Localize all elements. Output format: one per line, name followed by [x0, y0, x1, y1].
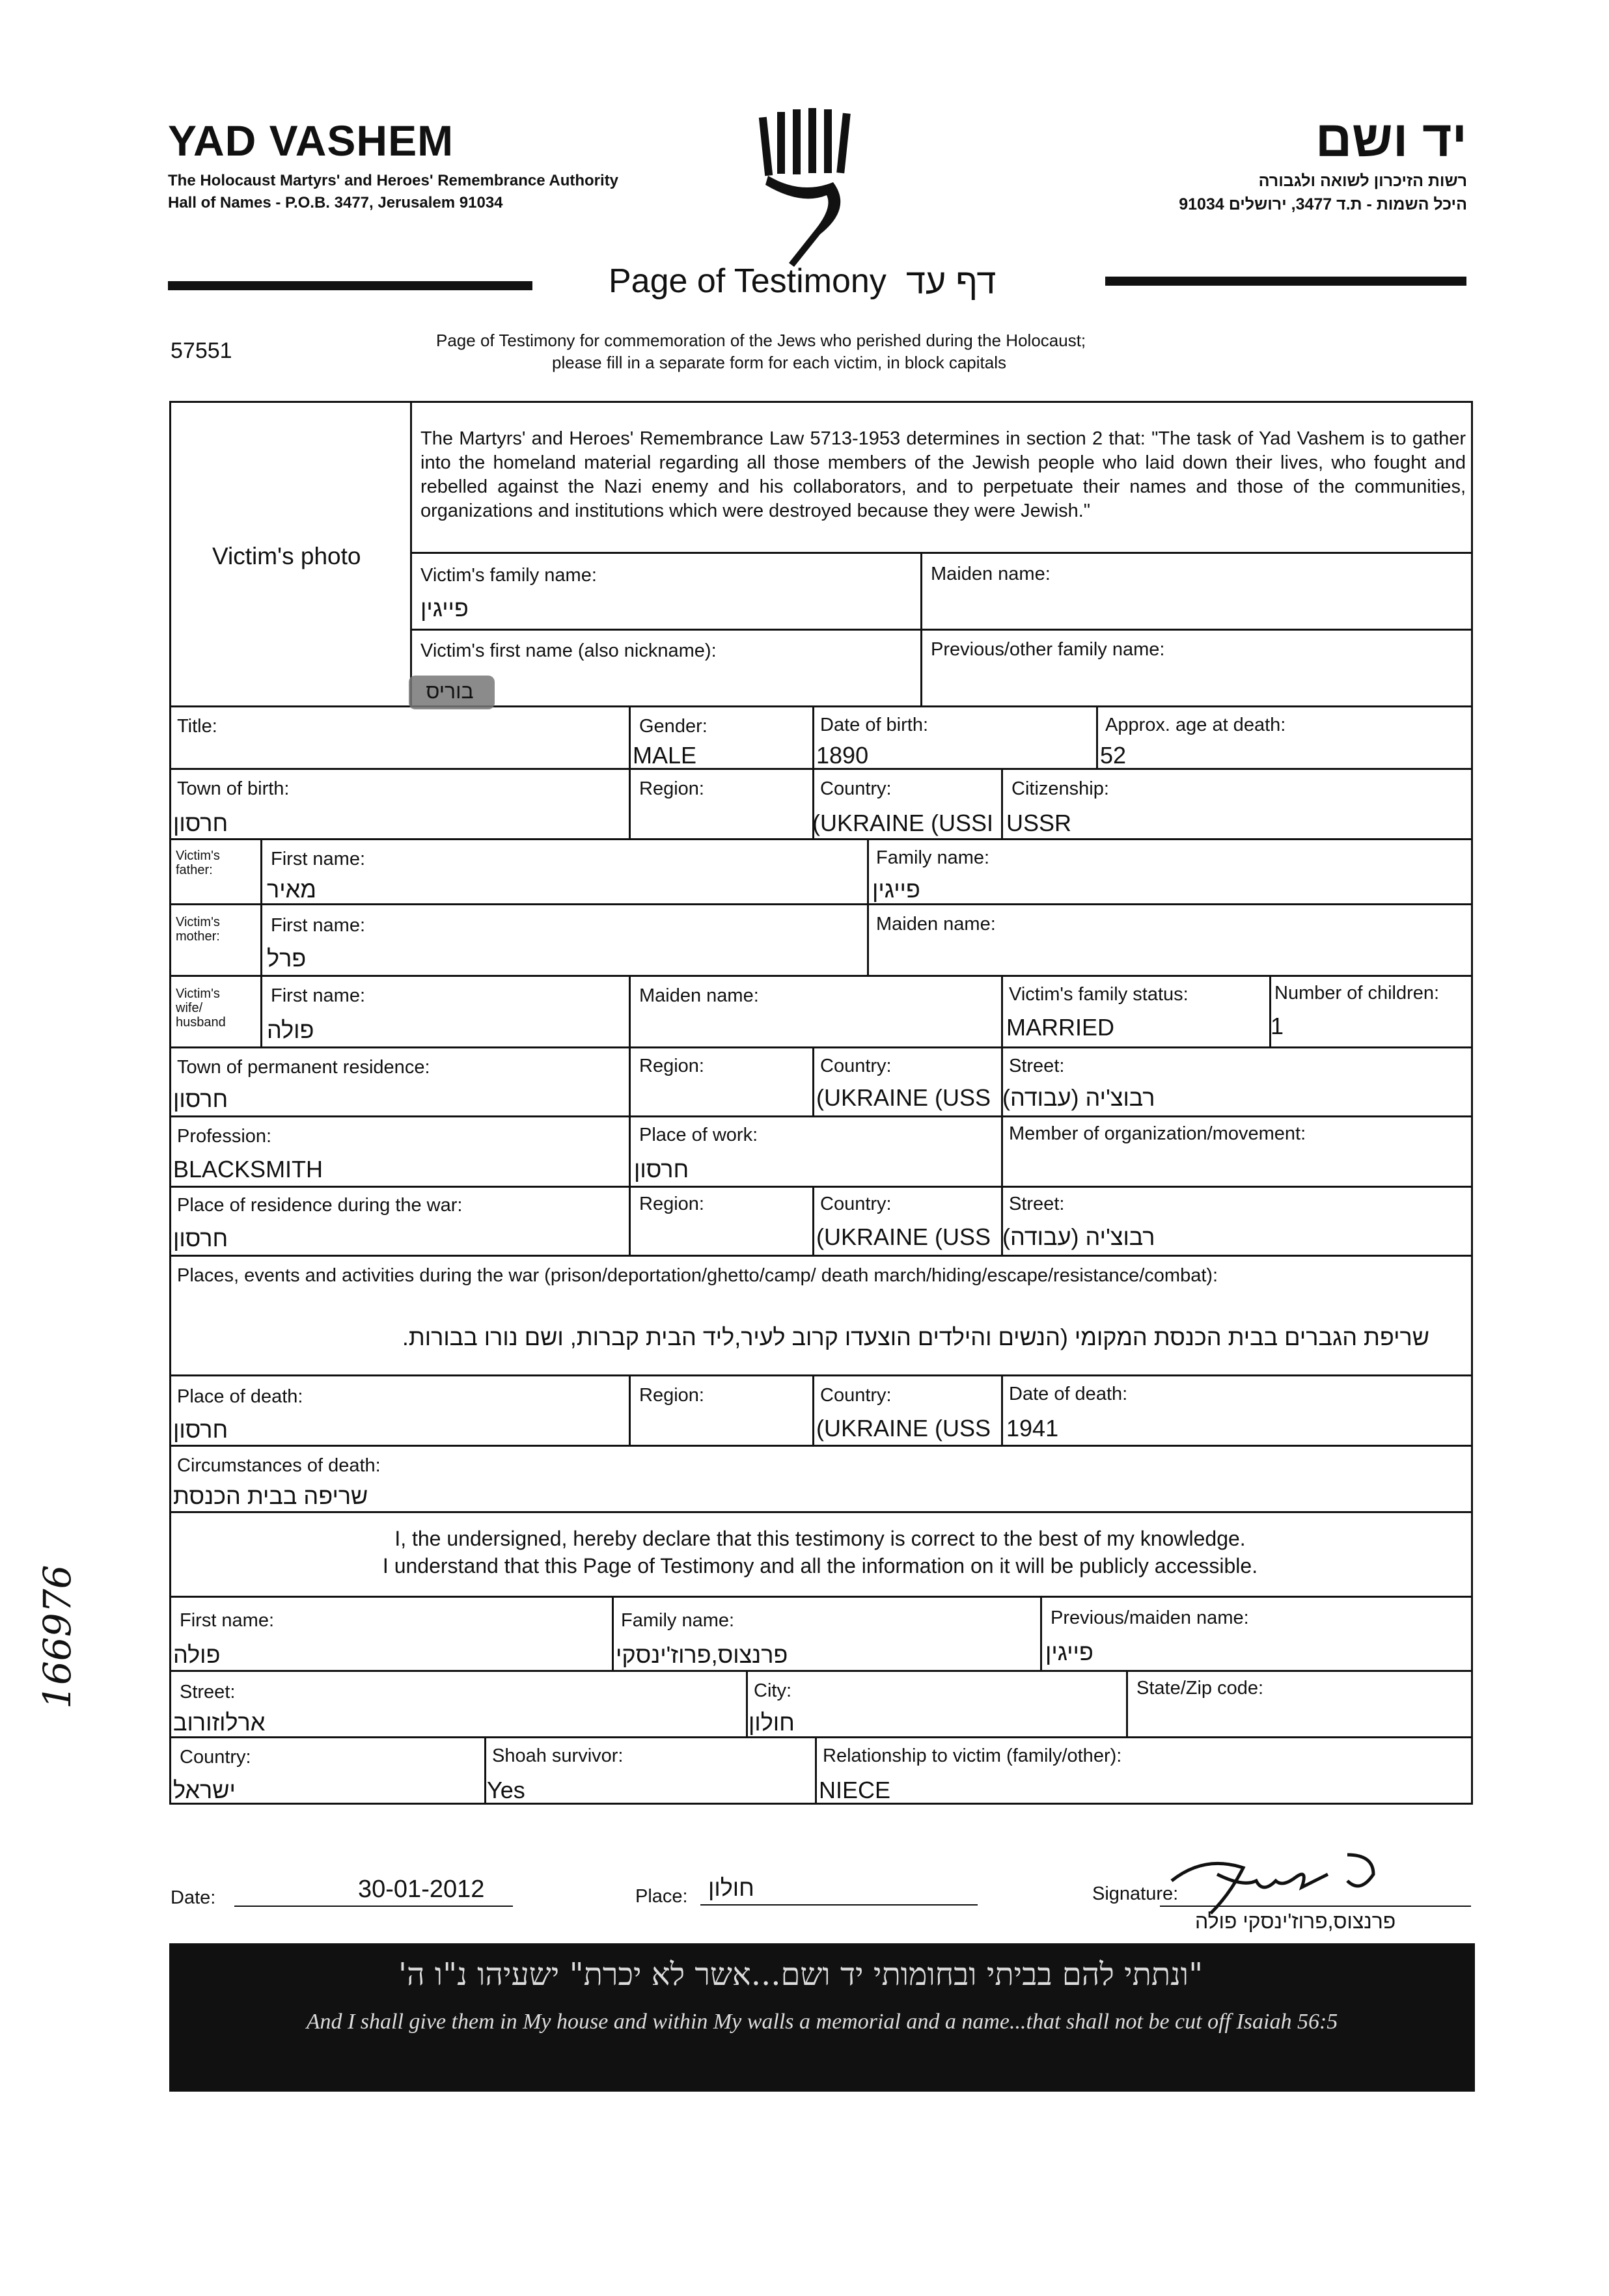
events-value[interactable]: שריפת הגברים בבית הכנסת המקומי (הנשים והילדים הוצעדו קרוב לעיר,ליד הבית קברות, ושם נורו בבורות. [402, 1324, 1429, 1350]
death-place-label: Place of death: [177, 1386, 303, 1407]
quote-english: And I shall give them in My house and within My walls a memorial and a name...that shall not be cut off Isaiah 56:5 [306, 2010, 1338, 2034]
quote-hebrew: "ונתתי להם בביתי ובחומותי יד ושם...אשר לא יכרת" ישעיהו נ"ו ה' [398, 1956, 1203, 1993]
age-label: Approx. age at death: [1105, 715, 1286, 735]
birth-country-label: Country: [820, 778, 892, 799]
title-label: Title: [177, 716, 217, 737]
residence-street-label: Street: [1009, 1056, 1065, 1076]
death-date-value[interactable]: 1941 [1006, 1415, 1059, 1442]
citizenship-label: Citizenship: [1011, 778, 1109, 799]
place-label: Place: [635, 1886, 688, 1907]
birth-region-label: Region: [639, 778, 704, 799]
events-label: Places, events and activities during the war (prison/deportation/ghetto/camp/ death march/hiding/escape/resistance/combat): [177, 1265, 1218, 1286]
org-name-he: יד ושם [1315, 110, 1467, 167]
age-value[interactable]: 52 [1100, 742, 1127, 769]
submitter-street-value[interactable]: ארלוזורוב [173, 1709, 266, 1736]
submitter-country-label: Country: [180, 1747, 251, 1768]
workplace-value[interactable]: חרסון [634, 1156, 689, 1182]
father-side-label: Victim's father: [176, 849, 220, 877]
submitter-country-value[interactable]: ישראל [173, 1777, 236, 1803]
org-address-he: היכל השמות - ת.ד 3477, ירושלים 91034 [1179, 195, 1467, 213]
town-birth-value[interactable]: חרסון [173, 810, 228, 836]
residence-street-value[interactable]: רבוצ'יה (עבודה) [1002, 1084, 1155, 1111]
death-circ-value[interactable]: שריפה בבית הכנסת [173, 1483, 368, 1509]
dob-label: Date of birth: [820, 715, 929, 735]
submitter-first-label: First name: [180, 1610, 275, 1631]
father-family-label: Family name: [876, 847, 990, 868]
signature-underline [1160, 1906, 1471, 1907]
submitter-prev-label: Previous/maiden name: [1051, 1607, 1249, 1628]
relation-value[interactable]: NIECE [819, 1777, 891, 1803]
signature-mark [1165, 1842, 1412, 1920]
prev-family-label: Previous/other family name: [931, 639, 1165, 660]
mother-first-value[interactable]: פרל [267, 945, 307, 972]
submitter-city-label: City: [754, 1680, 791, 1701]
residence-town-value[interactable]: חרסון [173, 1086, 228, 1112]
form-subtitle-1: Page of Testimony for commemoration of the Jews who perished during the Holocaust; [436, 331, 1086, 350]
form-title-en: Page of Testimony [609, 262, 887, 300]
date-label: Date: [171, 1887, 216, 1908]
mother-side-label: Victim's mother: [176, 915, 220, 944]
spouse-first-value[interactable]: פולה [267, 1017, 314, 1043]
death-country-label: Country: [820, 1385, 892, 1406]
form-subtitle-2: please fill in a separate form for each victim, in block capitals [552, 353, 1006, 372]
mother-first-label: First name: [271, 915, 366, 936]
war-country-label: Country: [820, 1194, 892, 1214]
spouse-side-label: Victim's wife/ husband [176, 987, 226, 1030]
org-address-en: Hall of Names - P.O.B. 3477, Jerusalem 91034 [168, 194, 503, 212]
mother-maiden-label: Maiden name: [876, 914, 996, 935]
photo-label: Victim's photo [212, 543, 361, 569]
first-name-value[interactable]: בוריס [426, 679, 474, 703]
family-name-label: Victim's family name: [420, 565, 597, 586]
death-date-label: Date of death: [1009, 1384, 1128, 1404]
dob-value[interactable]: 1890 [816, 742, 869, 769]
residence-country-value[interactable]: (UKRAINE (USS [816, 1084, 991, 1111]
date-value[interactable]: 30-01-2012 [358, 1876, 485, 1903]
relation-label: Relationship to victim (family/other): [823, 1745, 1122, 1766]
submitter-city-value[interactable]: חולון [749, 1709, 795, 1736]
spouse-first-label: First name: [271, 985, 366, 1006]
death-circ-label: Circumstances of death: [177, 1455, 381, 1476]
family-status-value[interactable]: MARRIED [1006, 1014, 1115, 1041]
maiden-name-label: Maiden name: [931, 564, 1051, 584]
survivor-label: Shoah survivor: [492, 1745, 624, 1766]
yad-vashem-emblem [755, 104, 859, 267]
birth-country-value[interactable]: (UKRAINE (USSI [812, 810, 994, 836]
war-residence-value[interactable]: חרסון [173, 1225, 228, 1251]
declaration-line-1: I, the undersigned, hereby declare that this testimony is correct to the best of my knowledge. [394, 1527, 1246, 1550]
quote-banner [169, 1943, 1475, 2092]
family-name-value[interactable]: פייגין [420, 595, 469, 622]
residence-region-label: Region: [639, 1056, 704, 1076]
submitter-first-value[interactable]: פולה [173, 1641, 221, 1668]
place-underline [700, 1904, 978, 1906]
children-label: Number of children: [1274, 983, 1440, 1004]
residence-country-label: Country: [820, 1056, 892, 1076]
org-subtitle-he: רשות הזיכרון לשואה ולגבורה [1258, 172, 1467, 190]
form-number: 57551 [171, 338, 232, 363]
margin-note: 166976 [35, 1565, 79, 1709]
signature-name: פרנצוס,פרוז'ינסקי פולה [1195, 1909, 1396, 1933]
submitter-family-label: Family name: [621, 1610, 735, 1631]
submitter-street-label: Street: [180, 1682, 236, 1702]
submitter-prev-value[interactable]: פייגין [1045, 1639, 1093, 1665]
workplace-label: Place of work: [639, 1125, 758, 1145]
war-region-label: Region: [639, 1194, 704, 1214]
signature-label: Signature: [1092, 1883, 1179, 1904]
first-name-label: Victim's first name (also nickname): [420, 640, 717, 661]
title-rule-right [1105, 277, 1466, 286]
submitter-family-value[interactable]: פרנצוס,פרוז'ינסקי [616, 1641, 788, 1668]
profession-value[interactable]: BLACKSMITH [173, 1156, 323, 1182]
submitter-zip-label: State/Zip code: [1136, 1678, 1264, 1699]
war-street-value[interactable]: רבוצ'יה (עבודה) [1002, 1223, 1155, 1250]
children-value[interactable]: 1 [1271, 1013, 1284, 1039]
citizenship-value[interactable]: USSR [1006, 810, 1072, 836]
place-value[interactable]: חולון [708, 1874, 754, 1901]
member-label: Member of organization/movement: [1009, 1123, 1306, 1144]
death-place-value[interactable]: חרסון [173, 1416, 228, 1443]
war-country-value[interactable]: (UKRAINE (USS [816, 1223, 991, 1250]
gender-value[interactable]: MALE [633, 742, 697, 769]
war-street-label: Street: [1009, 1194, 1065, 1214]
death-country-value[interactable]: (UKRAINE (USS [816, 1415, 991, 1442]
war-residence-label: Place of residence during the war: [177, 1195, 463, 1216]
org-name-en: YAD VASHEM [168, 116, 454, 165]
form-title-he: דף עד [906, 262, 997, 301]
law-text: The Martyrs' and Heroes' Remembrance Law 5713-1953 determines in section 2 that: "The task of Yad Vashem is to gather into the homeland material regarding all those members of the Jewish people who laid down their lives, who fought and rebelled against the Nazi enemy and his collaborators, and to perpetuate their names and those of the communities, organizations and institutions which were destroyed because they were Jewish." [420, 428, 1466, 521]
org-subtitle-en: The Holocaust Martyrs' and Heroes' Remembrance Authority [168, 172, 619, 189]
profession-label: Profession: [177, 1126, 272, 1147]
family-status-label: Victim's family status: [1009, 984, 1189, 1005]
gender-label: Gender: [639, 716, 708, 737]
father-family-value[interactable]: פייגין [872, 876, 920, 903]
title-rule-left [168, 281, 532, 290]
residence-town-label: Town of permanent residence: [177, 1057, 430, 1078]
spouse-maiden-label: Maiden name: [639, 985, 759, 1006]
father-first-label: First name: [271, 849, 366, 869]
town-birth-label: Town of birth: [177, 778, 290, 799]
death-region-label: Region: [639, 1385, 704, 1406]
father-first-value[interactable]: מאיר [267, 876, 316, 903]
date-underline [234, 1906, 513, 1907]
declaration-line-2: I understand that this Page of Testimony and all the information on it will be publicly accessible. [382, 1554, 1258, 1578]
survivor-value[interactable]: Yes [487, 1777, 525, 1803]
